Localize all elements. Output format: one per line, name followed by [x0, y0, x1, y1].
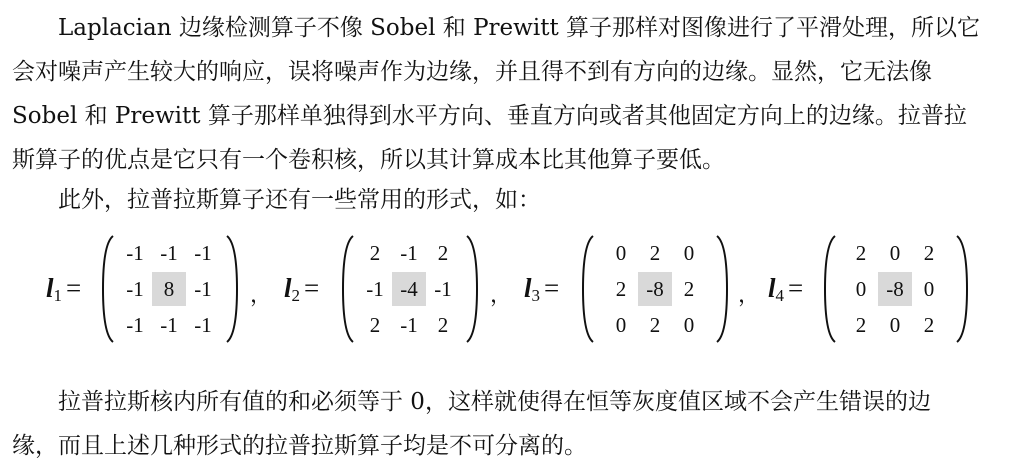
- right-bracket: [464, 234, 480, 344]
- matrix-cell: 2: [615, 276, 627, 301]
- matrix-label: [284, 270, 319, 314]
- paragraph-laplacian-intro: [12, 6, 1012, 182]
- paragraph-line: 会对噪声产生较大的响应，误将噪声作为边缘，并且得不到有方向的边缘。显然，它无法像: [12, 59, 932, 85]
- matrix-cell: -1: [194, 312, 212, 337]
- matrix-symbol: l: [284, 273, 292, 303]
- matrix-values: [118, 236, 220, 342]
- matrix-cell: -1: [434, 276, 452, 301]
- matrix-cell: 2: [855, 240, 867, 265]
- paragraph-common-forms: [12, 178, 1012, 222]
- matrix-cell: -1: [126, 312, 144, 337]
- matrix-label: [768, 270, 803, 314]
- paragraph-line: 拉普拉斯核内所有值的和必须等于 0，这样就使得在恒等灰度值区域不会产生错误的边: [58, 389, 931, 415]
- paragraph-line: Sobel 和 Prewitt 算子那样单独得到水平方向、垂直方向或者其他固定方向上的边缘。拉普拉: [12, 103, 967, 129]
- matrix-cell: 0: [889, 312, 901, 337]
- equals-sign: =: [788, 273, 804, 303]
- matrix-subscript: 4: [775, 286, 785, 305]
- matrix-l4: [768, 232, 998, 348]
- matrix-values: [844, 236, 946, 342]
- matrix-cell: 2: [437, 312, 449, 337]
- paragraph-line: 此外，拉普拉斯算子还有一些常用的形式，如：: [58, 187, 541, 213]
- matrix-cell: 2: [437, 240, 449, 265]
- matrix-center-cell: -8: [878, 272, 912, 306]
- matrix-l2: [284, 232, 514, 348]
- paragraph-line: 缘，而且上述几种形式的拉普拉斯算子均是不可分离的。: [12, 433, 587, 459]
- matrix-values: [358, 236, 460, 342]
- matrix-center-cell: 8: [152, 272, 186, 306]
- left-bracket: [100, 234, 116, 344]
- matrix-cell: 2: [369, 312, 381, 337]
- matrix-cell: 0: [923, 276, 935, 301]
- matrix-subscript: 1: [53, 286, 63, 305]
- matrix-cell: 2: [923, 312, 935, 337]
- matrix-cell: 0: [615, 240, 627, 265]
- matrix-separator: ，: [738, 282, 761, 307]
- matrix-subscript: 2: [291, 286, 301, 305]
- paragraph-line: 斯算子的优点是它只有一个卷积核，所以其计算成本比其他算子要低。: [12, 147, 725, 173]
- equals-sign: =: [304, 273, 320, 303]
- matrix-cell: 0: [855, 276, 867, 301]
- matrix-cell: 2: [683, 276, 695, 301]
- matrix-cell: 2: [649, 240, 661, 265]
- right-bracket: [224, 234, 240, 344]
- matrix-cell: -1: [126, 276, 144, 301]
- matrix-cell: -1: [400, 312, 418, 337]
- matrix-symbol: l: [46, 273, 54, 303]
- matrix-l3: [524, 232, 761, 348]
- matrix-cell: -1: [366, 276, 384, 301]
- matrix-label: [524, 270, 559, 314]
- matrix-separator: ，: [490, 282, 513, 307]
- left-bracket: [580, 234, 596, 344]
- matrix-cell: -1: [194, 240, 212, 265]
- matrix-cell: 2: [369, 240, 381, 265]
- matrix-cell: 0: [683, 312, 695, 337]
- paragraph-line: Laplacian 边缘检测算子不像 Sobel 和 Prewitt 算子那样对图像进行了平滑处理，所以它: [58, 15, 980, 41]
- matrix-center-cell: -8: [638, 272, 672, 306]
- matrix-cell: 0: [615, 312, 627, 337]
- matrix-cell: -1: [160, 312, 178, 337]
- equals-sign: =: [544, 273, 560, 303]
- matrix-separator: ，: [250, 282, 273, 307]
- kernel-matrices-row: [0, 232, 1022, 348]
- paragraph-kernel-sum: [12, 380, 1012, 468]
- matrix-cell: -1: [194, 276, 212, 301]
- equals-sign: =: [66, 273, 82, 303]
- matrix-cell: 0: [683, 240, 695, 265]
- matrix-cell: 2: [855, 312, 867, 337]
- matrix-cell: -1: [160, 240, 178, 265]
- left-bracket: [822, 234, 838, 344]
- matrix-cell: -1: [400, 240, 418, 265]
- matrix-cell: 2: [649, 312, 661, 337]
- matrix-center-cell: -4: [392, 272, 426, 306]
- right-bracket: [714, 234, 730, 344]
- left-bracket: [340, 234, 356, 344]
- matrix-l1: [46, 232, 276, 348]
- matrix-symbol: l: [768, 273, 776, 303]
- right-bracket: [954, 234, 970, 344]
- matrix-cell: 0: [889, 240, 901, 265]
- matrix-values: [604, 236, 706, 342]
- matrix-subscript: 3: [531, 286, 541, 305]
- matrix-symbol: l: [524, 273, 532, 303]
- matrix-label: [46, 270, 81, 314]
- matrix-cell: -1: [126, 240, 144, 265]
- matrix-cell: 2: [923, 240, 935, 265]
